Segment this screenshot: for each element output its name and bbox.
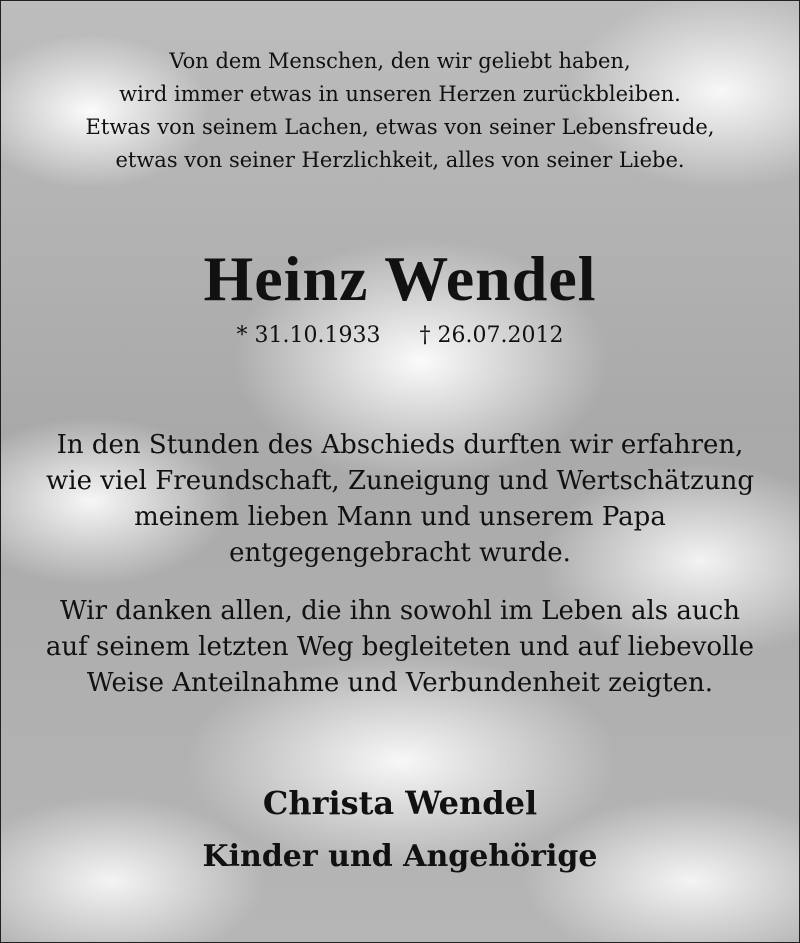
thanks-line: wie viel Freundschaft, Zuneigung und Wertschätzung bbox=[46, 466, 754, 496]
quote-line: wird immer etwas in unseren Herzen zurückbleiben. bbox=[119, 82, 681, 106]
signature-relatives: Kinder und Angehörige bbox=[202, 839, 598, 874]
quote-line: etwas von seiner Herzlichkeit, alles von seiner Liebe. bbox=[115, 148, 685, 172]
thanks-line: Wir danken allen, die ihn sowohl im Leben als auch bbox=[60, 596, 740, 626]
thanks-paragraph-2 bbox=[1, 593, 799, 701]
birth-date: * 31.10.1933 bbox=[236, 323, 381, 348]
thanks-paragraph-1 bbox=[1, 427, 799, 571]
thanks-line: entgegengebracht wurde. bbox=[229, 538, 571, 568]
quote-line: Von dem Menschen, den wir geliebt haben, bbox=[169, 49, 631, 73]
thanks-line: Weise Anteilnahme und Verbundenheit zeigten. bbox=[86, 668, 714, 698]
quote-line: Etwas von seinem Lachen, etwas von seiner Lebensfreude, bbox=[85, 115, 715, 139]
life-dates bbox=[1, 319, 799, 353]
thanks-line: meinem lieben Mann und unserem Papa bbox=[134, 502, 666, 532]
signature-name: Christa Wendel bbox=[262, 784, 538, 822]
thanks-line: In den Stunden des Abschieds durften wir erfahren, bbox=[56, 430, 744, 460]
thanks-line: auf seinem letzten Weg begleiteten und auf liebevolle bbox=[45, 632, 755, 662]
deceased-name: Heinz Wendel bbox=[203, 243, 597, 314]
memorial-quote bbox=[1, 45, 799, 177]
death-date: † 26.07.2012 bbox=[419, 323, 564, 348]
